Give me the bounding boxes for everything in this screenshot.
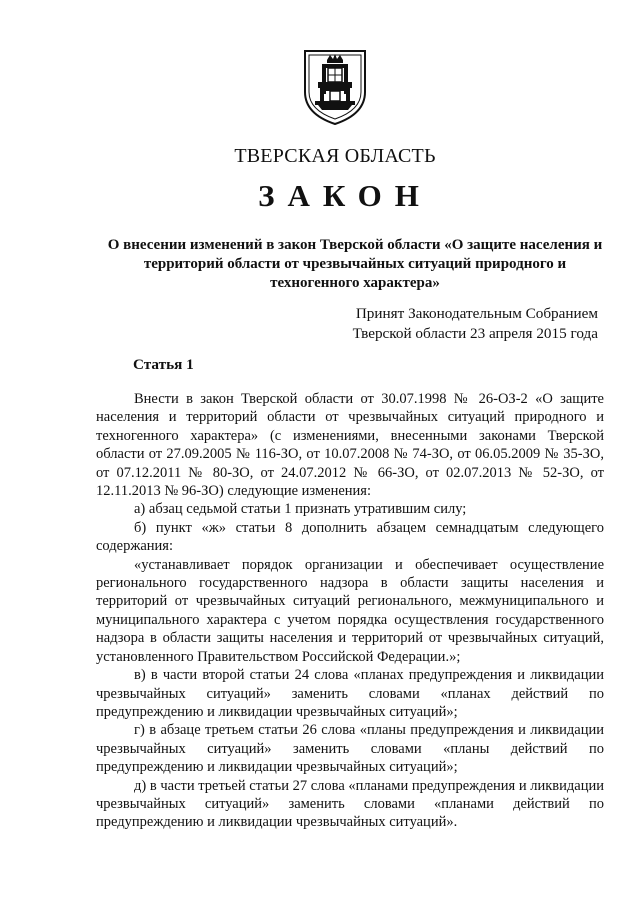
- region-title: ТВЕРСКАЯ ОБЛАСТЬ: [234, 145, 436, 167]
- law-title: ЗАКОН: [258, 178, 432, 213]
- paragraph-b: б) пункт «ж» статьи 8 дополнить абзацем семнадцатым следующего содержания:: [96, 519, 604, 555]
- adoption-note: [353, 304, 598, 344]
- article-body: [96, 390, 604, 832]
- law-subject: О внесении изменений в закон Тверской области «О защите населения и территорий области от чрезвычайных ситуаций природного и техногенного характера»: [107, 237, 603, 291]
- paragraph-intro: Внести в закон Тверской области от 30.07.1998 № 26-ОЗ-2 «О защите населения и территорий области от чрезвычайных ситуаций природного и техногенного характера» (с изменениями, внесенными законами Тверской области от 27.09.2005 № 116-ЗО, от 10.07.2008 № 74-ЗО, от 06.05.2009 № 35-ЗО, от 07.12.2011 № 80-ЗО, от 24.07.2012 № 66-ЗО, от 02.07.2013 № 52-ЗО, от 12.11.2013 № 96-ЗО) следующие изменения:: [96, 391, 604, 500]
- adoption-line-1: Принят Законодательным Собранием: [355, 305, 598, 322]
- paragraph-b-quote: «устанавливает порядок организации и обеспечивает осуществление регионального государственного надзора в области защиты населения и территорий от чрезвычайных ситуаций регионального, межмуниципального и муниципального характера с учетом порядка осуществления государственного надзора в области защиты населения и территорий от чрезвычайных ситуаций, установленного Правительством Российской Федерации.»;: [96, 556, 604, 665]
- paragraph-d: д) в части третьей статьи 27 слова «планами предупреждения и ликвидации чрезвычайных ситуаций» заменить словами «планами действий по предупреждению и ликвидации чрезвычайных ситуаций».: [96, 777, 604, 831]
- paragraph-v: в) в части второй статьи 24 слова «планах предупреждения и ликвидации чрезвычайных ситуаций» заменить словами «планах действий по предупреждению и ликвидации чрезвычайных ситуаций»;: [96, 667, 604, 720]
- adoption-line-2: Тверской области 23 апреля 2015 года: [352, 325, 598, 342]
- paragraph-g: г) в абзаце третьем статьи 26 слова «планы предупреждения и ликвидации чрезвычайных ситуаций» заменить словами «планы действий по предупреждению и ликвидации чрезвычайных ситуаций»;: [96, 722, 604, 776]
- article-title: Статья 1: [133, 356, 194, 373]
- paragraph-a: а) абзац седьмой статьи 1 признать утратившим силу;: [134, 501, 467, 518]
- coat-of-arms-emblem: [300, 48, 370, 126]
